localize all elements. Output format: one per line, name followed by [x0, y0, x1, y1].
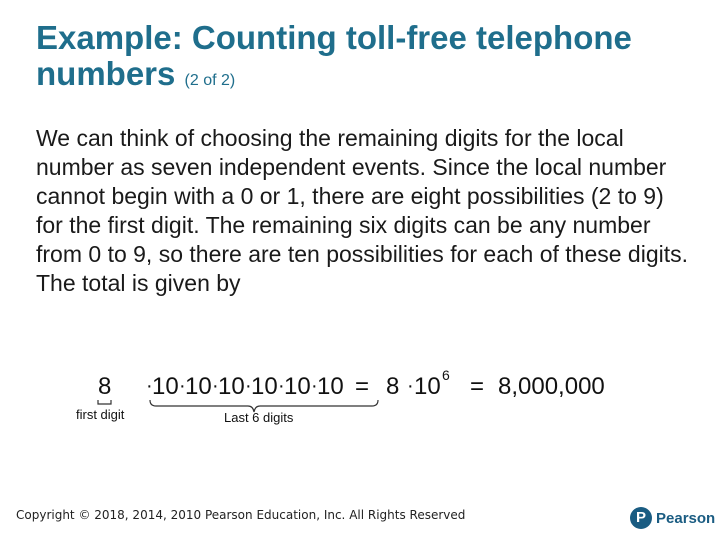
formula-ten-5: 10: [284, 373, 311, 400]
formula-ten-1: 10: [152, 373, 179, 400]
formula-result: 8,000,000: [498, 373, 605, 400]
title-main: Example: Counting toll-free telephone numbers: [36, 19, 632, 92]
formula-power-base: 10: [414, 373, 441, 400]
formula-dot: ·: [179, 375, 186, 397]
slide-title: [36, 20, 696, 99]
last-digits-label: Last 6 digits: [224, 410, 294, 425]
formula-ten-6: 10: [317, 373, 344, 400]
formula-result-base: 8: [386, 373, 400, 400]
formula-dot: ·: [146, 375, 153, 397]
slide-paragraph: We can think of choosing the remaining digits for the local number as seven independent events. Since the local number cannot begin with a 0 or 1, there are eight possibilities (2 to 9) for the first digit. The remaining six digits can be any number from 0 to 9, so there are ten possibilities for each of these digits. The total is given by: [36, 125, 689, 296]
pearson-logo-icon: P: [630, 507, 652, 529]
pearson-logo: [630, 505, 715, 531]
formula-dot: ·: [311, 375, 318, 397]
formula-ten-2: 10: [185, 373, 212, 400]
pearson-logo-text: Pearson: [656, 509, 716, 527]
title-suffix: (2 of 2): [184, 72, 236, 89]
formula-dot: ·: [278, 375, 285, 397]
formula-ten-4: 10: [251, 373, 278, 400]
formula-exponent: 6: [442, 367, 450, 383]
first-digit-brace: [98, 400, 111, 404]
first-digit-label: first digit: [76, 407, 125, 422]
formula: [70, 360, 670, 430]
formula-dot: ·: [245, 375, 252, 397]
formula-dot: ·: [212, 375, 219, 397]
formula-equals: =: [470, 373, 485, 400]
formula-first: 8: [98, 373, 112, 400]
copyright-footer: Copyright © 2018, 2014, 2010 Pearson Education, Inc. All Rights Reserved: [16, 508, 466, 522]
formula-ten-3: 10: [218, 373, 245, 400]
formula-dot: ·: [407, 375, 414, 397]
formula-equals: =: [355, 373, 370, 400]
